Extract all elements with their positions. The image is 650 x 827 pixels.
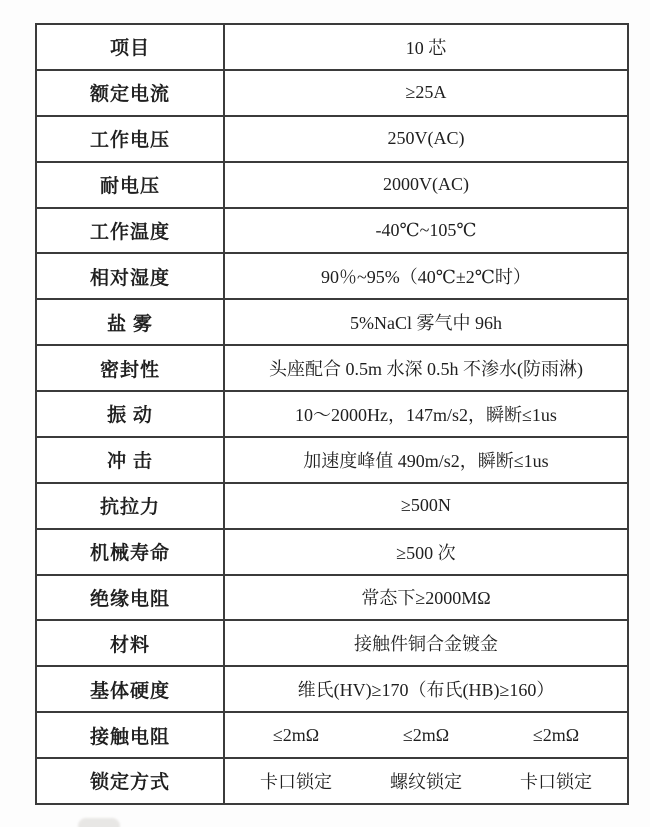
table-row xyxy=(37,482,627,528)
row-value-group xyxy=(225,713,627,757)
table-row xyxy=(37,115,627,161)
row-label: 密封性 xyxy=(37,346,225,390)
row-label: 机械寿命 xyxy=(37,530,225,574)
row-label: 振 动 xyxy=(37,392,225,436)
cropped-artifact xyxy=(78,818,120,827)
row-value: ≤2mΩ xyxy=(402,724,450,745)
row-label: 基体硬度 xyxy=(37,667,225,711)
row-value: 螺纹锁定 xyxy=(390,771,462,792)
row-value: 头座配合 0.5m 水深 0.5h 不渗水(防雨淋) xyxy=(269,359,583,380)
row-value: 90％~95%（40℃±2℃时） xyxy=(321,267,531,288)
table-row xyxy=(37,25,627,69)
row-label: 抗拉力 xyxy=(37,484,225,528)
row-value: 10～2000Hz，147m/s2，瞬断≤1us xyxy=(295,404,557,425)
row-value: -40℃~105℃ xyxy=(375,219,477,240)
row-label: 绝缘电阻 xyxy=(37,576,225,620)
row-value: 2000V(AC) xyxy=(383,174,469,195)
row-label: 冲 击 xyxy=(37,438,225,482)
row-value: 维氏(HV)≥170（布氏(HB)≥160） xyxy=(297,680,555,701)
table-row xyxy=(37,207,627,253)
table-row xyxy=(37,390,627,436)
table-row xyxy=(37,344,627,390)
table-row xyxy=(37,161,627,207)
row-label: 材料 xyxy=(37,621,225,665)
table-row xyxy=(37,528,627,574)
row-value: ≤2mΩ xyxy=(532,724,580,745)
row-value: 卡口锁定 xyxy=(520,771,592,792)
table-row xyxy=(37,665,627,711)
table-row xyxy=(37,711,627,757)
row-value: ≥25A xyxy=(405,82,447,103)
spec-table xyxy=(35,23,629,805)
row-value: 250V(AC) xyxy=(387,128,465,149)
row-value: 常态下≥2000MΩ xyxy=(361,588,491,609)
row-value: ≤2mΩ xyxy=(272,724,320,745)
row-value: ≥500 次 xyxy=(396,542,456,563)
table-row xyxy=(37,574,627,620)
row-label: 项目 xyxy=(37,25,225,69)
table-row xyxy=(37,298,627,344)
row-label: 相对湿度 xyxy=(37,254,225,298)
row-value: 10 芯 xyxy=(405,37,447,58)
row-label: 工作温度 xyxy=(37,209,225,253)
row-label: 接触电阻 xyxy=(37,713,225,757)
row-value: 卡口锁定 xyxy=(260,771,332,792)
table-row xyxy=(37,619,627,665)
row-value: 接触件铜合金镀金 xyxy=(354,634,498,655)
row-label: 锁定方式 xyxy=(37,759,225,803)
row-label: 工作电压 xyxy=(37,117,225,161)
table-row xyxy=(37,757,627,803)
row-value-group xyxy=(225,759,627,803)
row-label: 耐电压 xyxy=(37,163,225,207)
row-label: 盐 雾 xyxy=(37,300,225,344)
row-value: 加速度峰值 490m/s2，瞬断≤1us xyxy=(303,450,549,471)
table-row xyxy=(37,252,627,298)
row-label: 额定电流 xyxy=(37,71,225,115)
table-row xyxy=(37,69,627,115)
table-row xyxy=(37,436,627,482)
row-value: ≥500N xyxy=(401,495,451,516)
row-value: 5%NaCl 雾气中 96h xyxy=(350,313,502,334)
